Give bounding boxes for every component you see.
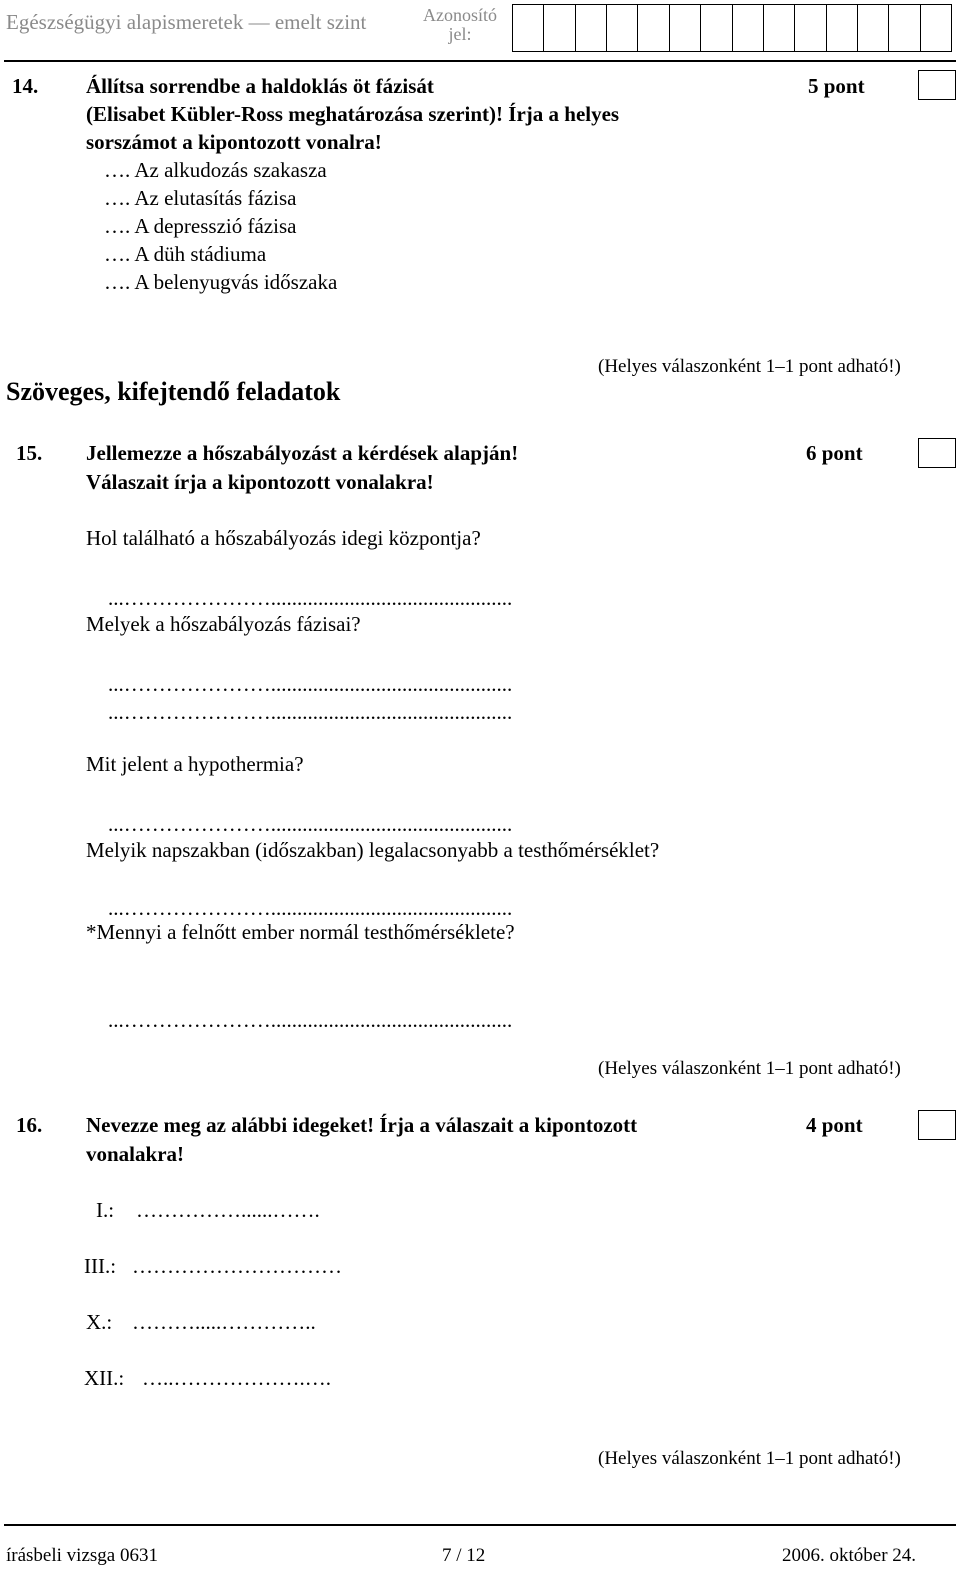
id-label-line1: Azonosító bbox=[423, 5, 497, 25]
q15-question: Hol található a hőszabályozás idegi központja? bbox=[86, 526, 481, 550]
q16-points: 4 pont bbox=[806, 1113, 863, 1137]
q14-text-line1: Állítsa sorrendbe a haldoklás öt fázisát bbox=[86, 74, 434, 98]
id-box[interactable] bbox=[763, 4, 794, 52]
q16-nerve-label: XII.: bbox=[84, 1366, 125, 1390]
footer-page-number: 7 / 12 bbox=[442, 1545, 486, 1566]
q15-points: 6 pont bbox=[806, 441, 863, 465]
q16-number: 16. bbox=[16, 1113, 43, 1137]
q14-item[interactable]: …. Az elutasítás fázisa bbox=[104, 186, 297, 210]
q16-score-box[interactable] bbox=[918, 1110, 956, 1140]
header-divider bbox=[4, 60, 956, 62]
q16-nerve-label: X.: bbox=[86, 1310, 113, 1334]
id-box[interactable] bbox=[606, 4, 637, 52]
header-subject: Egészségügyi alapismeretek — emelt szint bbox=[6, 10, 367, 34]
q15-number: 15. bbox=[16, 441, 43, 465]
id-box[interactable] bbox=[794, 4, 825, 52]
q14-text-line3: sorszámot a kipontozott vonalra! bbox=[86, 130, 382, 154]
q14-number: 14. bbox=[12, 74, 39, 98]
id-code-boxes bbox=[512, 4, 952, 52]
q15-answer-line[interactable]: ...………………….............................................. bbox=[108, 672, 513, 696]
id-label-line2: jel: bbox=[448, 24, 472, 44]
q16-scoring-note: (Helyes válaszonként 1–1 pont adható!) bbox=[598, 1448, 901, 1469]
q16-text-line2: vonalakra! bbox=[86, 1142, 185, 1166]
footer-exam: írásbeli vizsga 0631 bbox=[6, 1545, 158, 1566]
id-box[interactable] bbox=[857, 4, 888, 52]
q16-nerve-line[interactable]: ……………......……. bbox=[136, 1198, 320, 1222]
q15-score-box[interactable] bbox=[918, 438, 956, 468]
q15-answer-line[interactable]: ...………………….............................................. bbox=[108, 586, 513, 610]
q15-question: *Mennyi a felnőtt ember normál testhőmérséklete? bbox=[86, 920, 515, 944]
id-box[interactable] bbox=[920, 4, 952, 52]
q15-answer-line[interactable]: ...………………….............................................. bbox=[108, 896, 513, 920]
id-box[interactable] bbox=[575, 4, 606, 52]
q14-text-line2: (Elisabet Kübler-Ross meghatározása szerint)! Írja a helyes bbox=[86, 102, 620, 126]
q16-nerve-line[interactable]: ………………………… bbox=[132, 1254, 342, 1278]
id-box[interactable] bbox=[669, 4, 700, 52]
q16-nerve-line[interactable]: …..……………….…. bbox=[142, 1366, 331, 1390]
q14-points: 5 pont bbox=[808, 74, 865, 98]
id-box[interactable] bbox=[732, 4, 763, 52]
q14-item[interactable]: …. Az alkudozás szakasza bbox=[104, 158, 327, 182]
id-label bbox=[420, 6, 500, 44]
q15-text-line1: Jellemezze a hőszabályozást a kérdések alapján! bbox=[86, 441, 519, 465]
q14-score-box[interactable] bbox=[918, 70, 956, 100]
id-box[interactable] bbox=[543, 4, 574, 52]
q16-nerve-line[interactable]: ……….....………….. bbox=[132, 1310, 316, 1334]
q14-item[interactable]: …. A belenyugvás időszaka bbox=[104, 270, 338, 294]
footer-divider bbox=[4, 1524, 956, 1526]
q16-nerve-label: I.: bbox=[96, 1198, 115, 1222]
q14-scoring-note: (Helyes válaszonként 1–1 pont adható!) bbox=[598, 356, 901, 377]
q15-question: Melyik napszakban (időszakban) legalacsonyabb a testhőmérséklet? bbox=[86, 838, 660, 862]
id-box[interactable] bbox=[888, 4, 919, 52]
id-box[interactable] bbox=[637, 4, 668, 52]
q14-item[interactable]: …. A depresszió fázisa bbox=[104, 214, 297, 238]
q16-nerve-label: III.: bbox=[84, 1254, 117, 1278]
q15-question: Melyek a hőszabályozás fázisai? bbox=[86, 612, 361, 636]
q15-answer-line[interactable]: ...………………….............................................. bbox=[108, 700, 513, 724]
q15-scoring-note: (Helyes válaszonként 1–1 pont adható!) bbox=[598, 1058, 901, 1079]
q15-question: Mit jelent a hypothermia? bbox=[86, 752, 304, 776]
id-box[interactable] bbox=[512, 4, 543, 52]
q15-answer-line[interactable]: ...………………….............................................. bbox=[108, 1008, 513, 1032]
section-title: Szöveges, kifejtendő feladatok bbox=[6, 377, 341, 406]
q15-answer-line[interactable]: ...………………….............................................. bbox=[108, 812, 513, 836]
q15-text-line2: Válaszait írja a kipontozott vonalakra! bbox=[86, 470, 434, 494]
id-box[interactable] bbox=[700, 4, 731, 52]
q14-item[interactable]: …. A düh stádiuma bbox=[104, 242, 267, 266]
id-box[interactable] bbox=[826, 4, 857, 52]
q16-text-line1: Nevezze meg az alábbi idegeket! Írja a válaszait a kipontozott bbox=[86, 1113, 638, 1137]
footer-date: 2006. október 24. bbox=[782, 1545, 917, 1566]
